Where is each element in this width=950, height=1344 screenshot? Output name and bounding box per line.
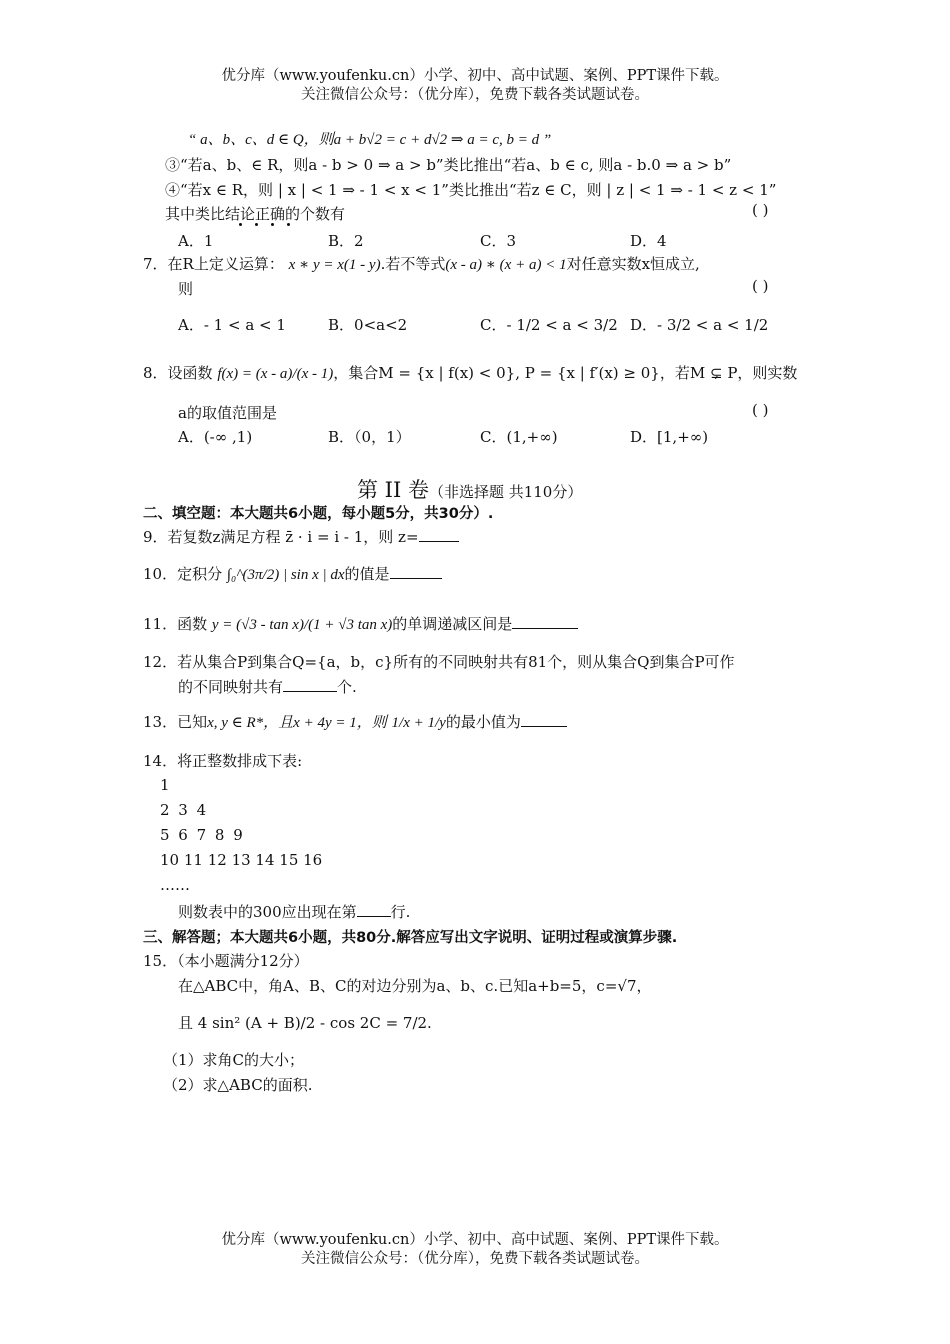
q12-line2 xyxy=(178,676,357,697)
q6-answer-paren: ( ) xyxy=(752,201,769,219)
q7-number: 7． xyxy=(143,255,168,273)
page-header-line2: 关注微信公众号：（优分库），免费下载各类试题试卷。 xyxy=(301,87,649,103)
q8-function: f(x) = (x - a)/(x - 1) xyxy=(217,366,334,382)
q7-line2: 则 xyxy=(178,280,194,298)
part-2-title: 第 II 卷 xyxy=(357,478,429,502)
q11-text-a: 11．函数 xyxy=(143,615,208,633)
emphasis-dot xyxy=(239,223,242,226)
q12-line1: 12．若从集合P到集合Q={a，b，c}所有的不同映射共有81个，则从集合Q到集合P可作 xyxy=(143,653,735,671)
q15-line1: 在△ABC中，角A、B、C的对边分别为a、b、c.已知a+b=5，c=√7， xyxy=(178,977,652,995)
q13-text-b: 的最小值为 xyxy=(445,713,521,731)
q14-table-row: 2 3 4 xyxy=(160,801,207,819)
q9 xyxy=(143,526,459,547)
emphasis-dot xyxy=(271,223,274,226)
q11-function: y = (√3 - tan x)/(1 + √3 tan x) xyxy=(211,617,393,633)
q11-text-b: 的单调递减区间是 xyxy=(392,615,513,633)
q12-text-b: 个. xyxy=(337,678,357,696)
q7-text-a: 在R上定义运算： xyxy=(167,255,284,273)
part-2-heading xyxy=(357,474,582,504)
q8-option-a: A．(-∞ ,1) xyxy=(178,428,253,446)
q7-option-b: B．0<a<2 xyxy=(328,316,408,334)
q10-integral: ∫₀^(3π/2) | sin x | dx xyxy=(226,567,345,583)
q7-text-b: .若不等式 xyxy=(380,255,446,273)
q15-line2: 且 4 sin² (A + B)/2 - cos 2C = 7/2. xyxy=(178,1014,432,1032)
emphasis-dot xyxy=(255,223,258,226)
emphasis-dot xyxy=(287,223,290,226)
q6-analogy-continuation: “ a、b、c、d ∈ Q，则a + b√2 = c + d√2 ⇒ a = c, b = d ” xyxy=(188,132,552,148)
section-2-heading: 二、填空题：本大题共6小题，每小题5分，共30分）. xyxy=(143,506,494,522)
q13-text-a: 13．已知 xyxy=(143,713,208,731)
q15-subquestion-1: （1）求角C的大小； xyxy=(163,1051,305,1069)
q6-item-4: ④“若x ∈ R，则 | x | < 1 ⇒ - 1 < x < 1”类比推出“若z ∈ C，则 | z | < 1 ⇒ - 1 < z < 1” xyxy=(165,181,777,199)
q7-text-c: 对任意实数x恒成立, xyxy=(566,255,700,273)
q11-answer-blank xyxy=(512,614,578,629)
q7-answer-paren: ( ) xyxy=(752,277,769,295)
q6-option-a: A．1 xyxy=(178,232,214,250)
q14-table-row: 1 xyxy=(160,776,170,794)
q8-answer-paren: ( ) xyxy=(752,401,769,419)
q8-line2: a的取值范围是 xyxy=(178,404,277,422)
q14-intro: 14．将正整数排成下表: xyxy=(143,752,303,770)
q9-text: 9．若复数z满足方程 z̄ · i = i - 1，则 z= xyxy=(143,528,419,546)
q7-line1 xyxy=(143,253,700,274)
q8-text-a: 设函数 xyxy=(167,364,213,382)
q12-text-a: 的不同映射共有 xyxy=(178,678,284,696)
q8-option-c: C．(1,+∞) xyxy=(480,428,558,446)
q7-option-a: A．- 1 < a < 1 xyxy=(178,316,286,334)
q14-table-row: …… xyxy=(160,876,190,894)
q11 xyxy=(143,613,578,634)
q10-text-a: 10．定积分 xyxy=(143,565,223,583)
q14-ask-b: 行. xyxy=(390,903,411,921)
q13-answer-blank xyxy=(521,712,567,727)
q14-table-row: 10 11 12 13 14 15 16 xyxy=(160,851,323,869)
q13-expression: 1/x + 1/y xyxy=(391,715,446,731)
q8-sets: ，集合M = {x | f(x) < 0}, P = {x | f′(x) ≥ 0}，若M ⊊ P，则实数 xyxy=(333,364,798,382)
section-3-heading: 三、解答题；本大题共6小题，共80分.解答应写出文字说明、证明过程或演算步骤. xyxy=(143,930,678,946)
q8-option-b: B．（0，1） xyxy=(328,428,411,446)
q14-question xyxy=(178,901,410,922)
q10-text-b: 的值是 xyxy=(344,565,390,583)
q6-option-c: C．3 xyxy=(480,232,517,250)
q6-stem: 其中类比结论正确的个数有 xyxy=(165,205,346,223)
q15-subquestion-2: （2）求△ABC的面积. xyxy=(163,1076,313,1094)
q14-answer-blank xyxy=(357,902,391,917)
q13 xyxy=(143,711,567,732)
q14-table-row: 5 6 7 8 9 xyxy=(160,826,243,844)
q8-option-d: D．[1,+∞) xyxy=(630,428,709,446)
page-footer-line1: 优分库（www.youfenku.cn）小学、初中、高中试题、案例、PPT课件下载。 xyxy=(221,1232,729,1248)
q10 xyxy=(143,563,442,584)
q8-line1 xyxy=(143,362,797,383)
q13-condition: x, y ∈ R*，且x + 4y = 1，则 xyxy=(207,715,387,731)
q7-option-c: C．- 1/2 < a < 3/2 xyxy=(480,316,618,334)
q12-answer-blank xyxy=(283,677,337,692)
page-header-line1: 优分库（www.youfenku.cn）小学、初中、高中试题、案例、PPT课件下载。 xyxy=(221,68,729,84)
page-footer-line2: 关注微信公众号：（优分库），免费下载各类试题试卷。 xyxy=(301,1251,649,1267)
q10-answer-blank xyxy=(390,564,442,579)
part-2-subtitle: （非选择题 共110分） xyxy=(428,483,583,501)
q6-option-d: D．4 xyxy=(630,232,667,250)
q7-option-d: D．- 3/2 < a < 1/2 xyxy=(630,316,769,334)
q6-option-b: B．2 xyxy=(328,232,364,250)
q9-answer-blank xyxy=(419,527,459,542)
q14-ask-a: 则数表中的300应出现在第 xyxy=(178,903,357,921)
q7-operation-formula: x ∗ y = x(1 - y) xyxy=(288,257,381,273)
q6-item-3: ③“若a、b、∈ R，则a - b > 0 ⇒ a > b”类比推出“若a、b ∈ c, 则a - b.0 ⇒ a > b” xyxy=(165,156,732,174)
q8-number: 8． xyxy=(143,364,168,382)
q7-inequality: (x - a) ∗ (x + a) < 1 xyxy=(445,257,567,273)
q15-heading: 15．（本小题满分12分） xyxy=(143,952,309,970)
